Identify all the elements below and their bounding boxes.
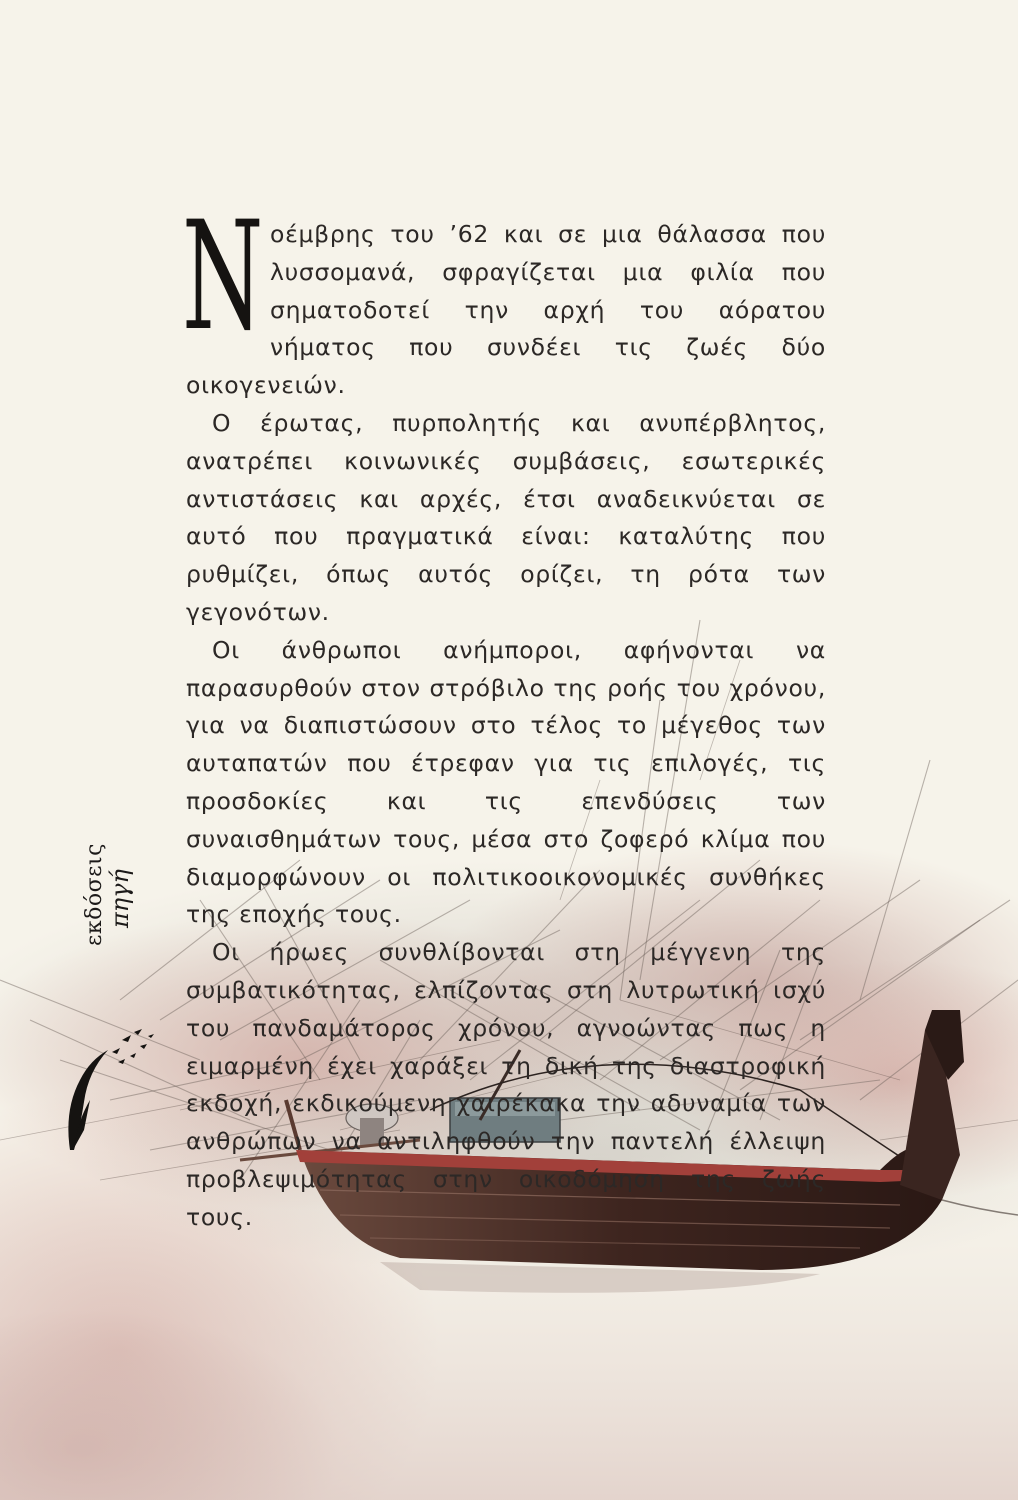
publisher-line-1: εκδόσεις <box>82 843 107 946</box>
blurb-paragraph-4: Οι ήρωες συνθλίβονται στη μέγγενη της συμβατικότητας, ελπίζοντας στη λυτρωτική ισχύ του πανδαμάτορος χρόνου, αγνοώντας πως η ειμαρμένη έχει χαράξει τη δική της διαστροφική εκδοχή, εκδικούμενη χαιρέκακα την αδυναμία των ανθρώπων να αντιληφθούν την παντελή έλλειψη προβλεψιμότητας στην οικοδόμηση της ζωής τους. <box>186 938 826 1231</box>
back-cover-blurb <box>182 190 826 1237</box>
blurb-paragraph-1 <box>182 190 826 405</box>
blurb-paragraph-1-text: οέμβρης του ’62 και σε μια θάλασσα που λυσσομανά, σφραγίζεται μια φιλία που σηματοδοτεί την αρχή του αόρατου νήματος που συνδέει τις ζωές δύο οικογενειών. <box>186 220 826 400</box>
drop-cap: Ν <box>182 190 264 364</box>
publisher-imprint <box>82 843 162 948</box>
blurb-paragraph-3: Οι άνθρωποι ανήμποροι, αφήνονται να παρασυρθούν στον στρόβιλο της ροής του χρόνου, για να διαπιστώσουν στο τέλος το μέγεθος των αυταπατών που έτρεφαν για τις επιλογές, τις προσδοκίες και τις επενδύσεις των συναισθημάτων τους, μέσα στο ζοφερό κλίμα που διαμορφώνουν οι πολιτικοοικονομικές συνθήκες της εποχής τους. <box>186 635 826 929</box>
blurb-paragraph-2: Ο έρωτας, πυρπολητής και ανυπέρβλητος, ανατρέπει κοινωνικές συμβάσεις, εσωτερικές αντιστάσεις και αρχές, έτσι αναδεικνύεται σε αυτό που πραγματικά είναι: καταλύτης που ρυθμίζει, όπως αυτός ορίζει, τη ρότα των γεγονότων. <box>186 408 826 626</box>
feather-birds-icon <box>60 1010 160 1160</box>
publisher-line-2: πηγή <box>106 869 134 928</box>
